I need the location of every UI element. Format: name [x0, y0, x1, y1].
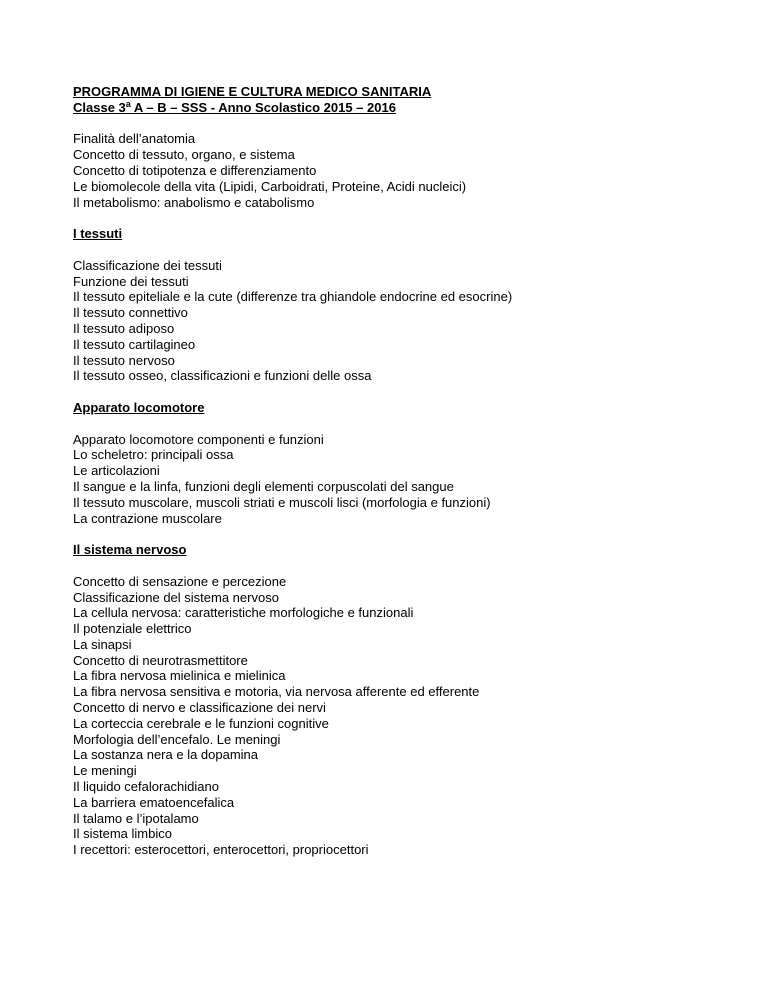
section-heading: Apparato locomotore: [73, 399, 205, 415]
list-item: La barriera ematoencefalica: [73, 794, 235, 810]
title-line-1: PROGRAMMA DI IGIENE E CULTURA MEDICO SANITARIA: [73, 84, 432, 99]
spacer: [73, 242, 733, 258]
list-item: La fibra nervosa sensitiva e motoria, via nervosa afferente ed efferente: [73, 684, 480, 700]
list-item: La cellula nervosa: caratteristiche morfologiche e funzionali: [73, 605, 414, 621]
list-item: Classificazione del sistema nervoso: [73, 589, 279, 605]
list-item: Morfologia dell’encefalo. Le meningi: [73, 731, 281, 747]
list-item: Il tessuto epiteliale e la cute (differenze tra ghiandole endocrine ed esocrine): [73, 289, 513, 305]
list-item: Concetto di totipotenza e differenziamento: [73, 162, 317, 178]
list-item: Finalità dell’anatomia: [73, 131, 196, 147]
list-item: La corteccia cerebrale e le funzioni cognitive: [73, 715, 329, 731]
list-item: Il potenziale elettrico: [73, 621, 192, 637]
list-item: Il metabolismo: anabolismo e catabolismo: [73, 194, 315, 210]
list-item: Concetto di neurotrasmettitore: [73, 652, 248, 668]
list-item: Le biomolecole della vita (Lipidi, Carboidrati, Proteine, Acidi nucleici): [73, 178, 467, 194]
section-heading: Il sistema nervoso: [73, 542, 187, 558]
list-item: I recettori: esterocettori, enterocettori, propriocettori: [73, 842, 369, 858]
list-item: Classificazione dei tessuti: [73, 257, 222, 273]
class-label: Classe 3: [73, 99, 126, 115]
list-item: Apparato locomotore componenti e funzioni: [73, 431, 324, 447]
list-item: Il sangue e la linfa, funzioni degli elementi corpuscolati del sangue: [73, 478, 454, 494]
list-item: Il liquido cefalorachidiano: [73, 779, 219, 795]
spacer: [73, 526, 733, 542]
list-item: Il tessuto cartilagineo: [73, 336, 196, 352]
class-details: A – B – SSS - Anno Scolastico 2015 – 2016: [130, 99, 396, 115]
list-item: Lo scheletro: principali ossa: [73, 447, 234, 463]
spacer: [73, 416, 733, 432]
list-item: Concetto di nervo e classificazione dei nervi: [73, 700, 326, 716]
list-item: La sinapsi: [73, 636, 132, 652]
list-item: La sostanza nera e la dopamina: [73, 747, 259, 763]
list-item: Il tessuto adiposo: [73, 320, 175, 336]
list-item: Il tessuto connettivo: [73, 305, 188, 321]
section-heading: I tessuti: [73, 226, 123, 242]
spacer: [73, 116, 733, 132]
section-apparato-locomotore: [73, 400, 733, 526]
list-item: La fibra nervosa mielinica e mielinica: [73, 668, 286, 684]
list-item: Il tessuto muscolare, muscoli striati e muscoli lisci (morfologia e funzioni): [73, 494, 491, 510]
document-page: [73, 84, 733, 858]
spacer: [73, 210, 733, 226]
class-superscript: a: [125, 98, 131, 109]
list-item: La contrazione muscolare: [73, 510, 222, 526]
list-item: Concetto di tessuto, organo, e sistema: [73, 147, 295, 163]
list-item: Le meningi: [73, 763, 137, 779]
spacer: [73, 558, 733, 574]
document-title: [73, 84, 733, 100]
list-item: Il tessuto osseo, classificazioni e funzioni delle ossa: [73, 368, 372, 384]
intro-list: [73, 131, 733, 210]
document-subtitle: [73, 100, 733, 116]
list-item: Funzione dei tessuti: [73, 273, 189, 289]
section-sistema-nervoso: [73, 542, 733, 858]
list-item: Il sistema limbico: [73, 826, 172, 842]
section-tessuti: [73, 226, 733, 384]
spacer: [73, 384, 733, 400]
list-item: Concetto di sensazione e percezione: [73, 573, 287, 589]
list-item: Il talamo e l’ipotalamo: [73, 810, 199, 826]
list-item: Le articolazioni: [73, 463, 160, 479]
list-item: Il tessuto nervoso: [73, 352, 175, 368]
